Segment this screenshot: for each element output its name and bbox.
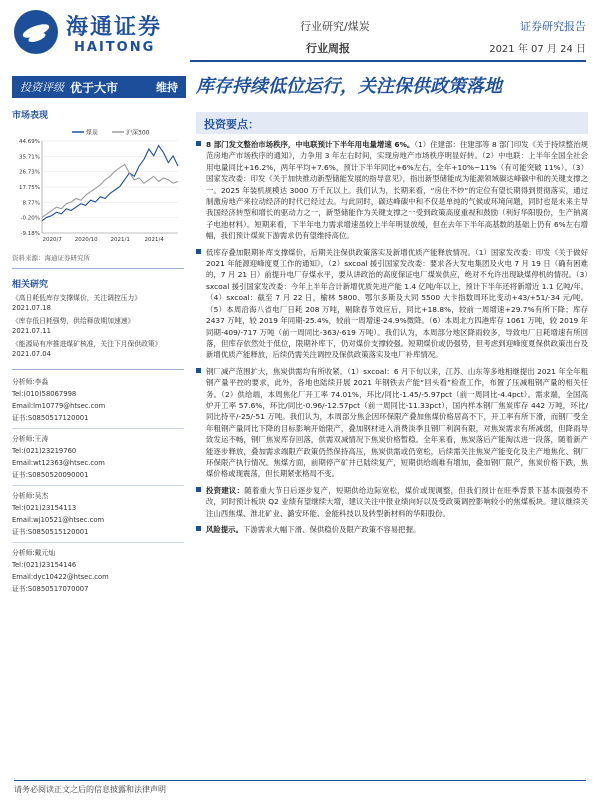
y-tick-label: 35.71% (19, 154, 40, 161)
y-tick-label: -9.18% (20, 231, 40, 237)
key-point (196, 247, 588, 361)
x-tick-label: 2021/4 (144, 237, 164, 243)
analyst-email[interactable]: Email:dyc10422@htsec.com (12, 573, 109, 581)
analyst-cert: 证书:S0850520090001 (12, 471, 89, 479)
analyst-tel: Tel:(021)23154146 (12, 561, 77, 569)
industry-category: 行业研究/煤炭 (300, 20, 370, 33)
key-point-lead: 8 部门发文整治市场秩序，中电联预计下半年用电量增速 6%。 (206, 140, 415, 149)
left-divider (12, 268, 184, 269)
series-line-coal (42, 146, 178, 221)
analyst-name: 分析师:吴杰 (12, 492, 49, 500)
x-tick-label: 2021/1 (110, 237, 130, 243)
analyst-divider (12, 542, 184, 543)
bullet-icon (196, 526, 201, 531)
related-item[interactable] (12, 293, 184, 313)
series-line-hs300 (42, 164, 178, 217)
header-divider (190, 60, 586, 62)
related-heading: 相关研究 (12, 280, 49, 290)
analyst-tel: Tel:(021)23154113 (12, 504, 77, 512)
analyst-email[interactable]: Email:wj10521@htsec.com (12, 516, 105, 524)
key-point-body: 下游需求大幅下滑、保供稳价及限产政策不容易把握。 (242, 525, 421, 534)
report-kind: 证券研究报告 (520, 20, 586, 33)
analyst-tel: Tel:(010)58067998 (12, 390, 77, 398)
key-point (196, 366, 588, 480)
report-title: 库存持续低位运行，关注保供政策落地 (196, 76, 502, 97)
legend-label-coal: 煤炭 (86, 129, 99, 137)
analyst-list (12, 369, 184, 595)
key-point-body: 低库存叠加限期补库支撑煤价，后期关注保供政策落实及新增优质产能释放情况。（1）国家发改委：印发《关于做好 2021 年能源迎峰度夏工作的通知》。（2）sxcoal 援引国家发改委：要求各大发电集团及火电 7 月 19 日（确有困难的，7 月 21 日）前提升电厂存煤水平，要从讲政治的高度保证电厂煤炭供应，绝对不允许出现缺煤停机的情况。（3）sxcoal 援引国家发改委：今年上半年合计新增优质先进产能 1.4 亿吨/年以上，预计下半年还将新增近 1.1 亿吨/年。（4）sxcoal：截至 7 月 22 日，榆林 5800、鄂尔多斯及大同 5500 大卡指数周环比变动+43/+51/-34 元/吨。（5）本周沿海八省电厂日耗 208 万吨，剔除春节效应后，同比+18.8%，较前一周增速+29.7%有所下降；库存 2437 万吨，较 2019 年同期-25.4%，较前一周增速-24.9%微降。（6）本周北方四港库存 1061 万吨，较 2019 年同期-409/-717 万吨（前一周同比-363/-619 万吨）。我们认为，本周部分地区降雨较多，导致电厂日耗增速有所回落，但库存依然处于低位，限期补库下，仍对煤价支撑较强。短期煤价或仍强势，但考虑到迎峰度夏保供政策出台及新增优质产能释放，后续仍需关注调控及保供政策落实及电厂补库情况。 (206, 247, 588, 360)
chart-source: 资料来源：海通证券研究所 (12, 254, 90, 262)
analyst-divider (12, 428, 184, 429)
analyst-cert: 证书:S0850515120001 (12, 528, 89, 536)
related-item-title: 《高日耗低库存支撑煤价，关注调控压力》 (12, 294, 142, 302)
analyst-cert: 证书:S0850517070007 (12, 585, 89, 593)
key-points-heading: 投资要点： (196, 112, 588, 134)
related-item[interactable] (12, 316, 184, 336)
report-date: 2021 年 07 月 24 日 (489, 44, 586, 55)
y-tick-label: -0.20% (20, 215, 40, 222)
bullet-icon (196, 368, 201, 373)
key-point (196, 485, 588, 519)
market-heading: 市场表现 (12, 111, 49, 121)
bullet-icon (196, 249, 201, 254)
key-point-body: 随着重大节日后逐步复产，短期供给边际宽松，煤价或现调整，但我们预计在旺季背景下基本面强势不改，同时预计板块 Q2 业绩有望继续大增，建议关注中报业绩向好以及受政策调控影响较小的焦煤板块。建议继续关注山西焦煤、淮北矿业、潞安环能、金能科技以及转型新材料的华阳股份。 (206, 485, 588, 518)
analyst-email[interactable]: Email:lm10779@htsec.com (12, 402, 106, 410)
analyst-email[interactable]: Email:wt12363@htsec.com (12, 459, 105, 467)
legend-label-hs300: 沪深300 (126, 129, 150, 137)
related-item-date: 2021.07.18 (12, 304, 51, 312)
analyst-name: 分析师:王涛 (12, 435, 49, 443)
related-item[interactable] (12, 339, 184, 359)
key-point-lead: 投资建议： (206, 485, 245, 495)
x-tick-label: 2020/7 (42, 237, 62, 243)
logo-chinese: 海通证券 (66, 14, 163, 40)
key-point-body: 钢厂减产范围扩大，焦炭供需均有所收紧。（1）sxcoal：6 月下旬以来，江苏、山东等多地相继提出 2021 年全年粗钢产量平控的要求，此外，各地也陆续开展 2021 年钢铁去产能“回头看”检查工作，布置了压减粗钢产量的相关任务。（2）供给端，本周焦化厂开工率 74.01%，环比/同比-1.45/-5.97pct（前一周同比-4.4pct）。需求端，全国高炉开工率 57.6%，环比/同比-0.96/-12.57pct（前一周同比-11.33pct），国内样本钢厂焦炭库存 442 万吨，环比/同比持平/-25/-51 万吨。我们认为，本周部分焦企因环保限产叠加焦煤价格居高不下，开工率有所下滑，而钢厂受全年粗钢产量同比下降的目标影响开始限产，叠加钢材进入消费淡季且钢厂利润有限，对焦炭需求有所减弱，但降雨导致发运不畅，钢厂焦炭库存回落，供需双减情况下焦炭价格暂稳。全年来看，焦炭落后产能淘汰进一段落，随着新产能逐步释放，叠加需求端限产政策仍然保持高压，焦炭供需或仍宽松，后续需关注焦炭产能变化及主产地焦化、钢厂环保限产执行情况。焦煤方面，前期停产矿井已陆续复产，短期供给端难有增加，叠加钢厂限产，焦炭价格下跌，焦煤价格或现震荡，但长期紧张格局不变。 (206, 366, 588, 479)
y-tick-label: 44.69% (19, 139, 40, 145)
rating-bar (12, 76, 186, 98)
bullet-icon (196, 141, 201, 146)
key-point (196, 524, 588, 535)
haitong-logo (14, 8, 164, 60)
related-item-title: 《能源局有序推进煤矿核准，关注下月保供政策》 (12, 340, 162, 348)
key-point-body: （1）住建部：住建部等 8 部门印发《关于持续整治规范房地产市场秩序的通知》，力争用 3 年左右时间，实现房地产市场秩序明显好转。（2）中电联：上半年全国全社会用电量同比+16.2%，两年平均+7.6%，预计下半年同比+6%左右，全年+10%~11%（有可能突破 11%）。（3）国家发改委：印发《关于加快推动新型储能发展的指导意见》，指出新型储能成为能源领域碳达峰碳中和的关键支撑之一。2025 年装机规模达 3000 万千瓦以上。我们认为，长期来看，“房住不炒”的定位有望长期得到贯彻落实，通过制激房地产来拉动经济的时代已经过去。与此同时，碳达峰碳中和不仅是单纯的气候或环境问题，同时也是未来主导我国经济转型和增长的驱动力之一，新型储能作为关键支撑之一受到政策高度重视和鼓励（利好华阳股份，生产钠离子电池材料）。短期来看，下半年电力需求增速虽较上半年明显放缓，但在去年下半年高基数的基础上仍有 6%左右增幅，我们预计煤炭下游需求仍有望维持高位。 (206, 140, 589, 241)
market-chart (12, 125, 184, 245)
rating-label: 投资评级 (20, 81, 64, 94)
key-point (196, 139, 588, 242)
related-item-date: 2021.07.04 (12, 350, 51, 358)
left-sidebar (12, 108, 184, 595)
analyst-divider (12, 485, 184, 486)
key-points-list (196, 139, 588, 535)
logo-mark-icon (14, 10, 58, 54)
key-point-lead: 风险提示。 (206, 525, 243, 534)
analyst-name: 分析师:李淼 (12, 378, 49, 386)
x-tick-label: 2020/10 (74, 237, 98, 243)
report-header (0, 0, 600, 66)
rating-status: 维持 (156, 81, 178, 94)
report-type: 行业周报 (306, 42, 350, 55)
y-tick-label: 8.77% (22, 200, 40, 207)
rating-value: 优于大市 (70, 80, 119, 95)
market-chart-svg (12, 125, 184, 245)
analyst-cert: 证书:S0850517120001 (12, 414, 89, 422)
footer-disclaimer: 请务必阅读正文之后的信息披露和法律声明 (14, 780, 586, 795)
related-item-title: 《库存低日耗强势，供给释放期加速速》 (12, 317, 135, 325)
logo-english: HAITONG (74, 40, 156, 55)
bullet-icon (196, 487, 201, 492)
y-tick-label: 26.73% (19, 169, 40, 176)
related-list (12, 293, 184, 359)
key-points (196, 112, 588, 535)
y-tick-label: 17.75% (19, 185, 40, 191)
analyst-name: 分析师:戴元灿 (12, 549, 56, 557)
related-item-date: 2021.07.11 (12, 327, 51, 335)
analyst-tel: Tel:(021)23219760 (12, 447, 77, 455)
